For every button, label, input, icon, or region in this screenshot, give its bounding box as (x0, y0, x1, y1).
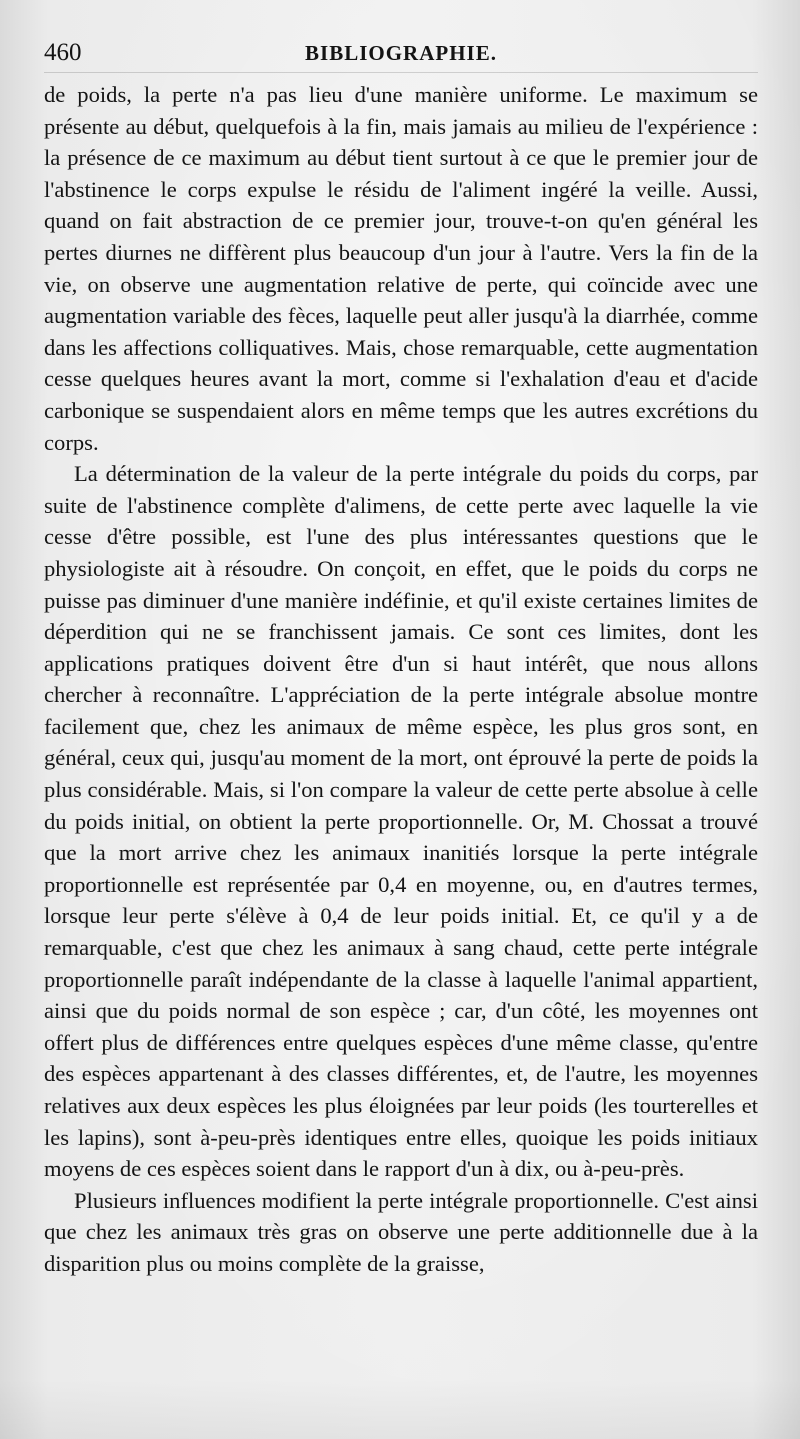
paragraph-1: de poids, la perte n'a pas lieu d'une manière uniforme. Le maximum se présente au début, quelquefois à la fin, mais jamais au milieu de l'expérience : la présence de ce maximum au début tient surtout à ce que le premier jour de l'abstinence le corps expulse le résidu de l'aliment ingéré la veille. Aussi, quand on fait abstraction de ce premier jour, trouve-t-on qu'en général les pertes diurnes ne diffèrent plus beaucoup d'un jour à l'autre. Vers la fin de la vie, on observe une augmentation relative de perte, qui coïncide avec une augmentation variable des fèces, laquelle peut aller jusqu'à la diarrhée, comme dans les affections colliquatives. Mais, chose remarquable, cette augmentation cesse quelques heures avant la mort, comme si l'exhalation d'eau et d'acide carbonique se suspendaient alors en même temps que les autres excrétions du corps. (44, 82, 758, 455)
paragraph-3: Plusieurs influences modifient la perte intégrale proportionnelle. C'est ainsi que chez les animaux très gras on observe une perte additionnelle due à la disparition plus ou moins complète de la graisse, (44, 1187, 758, 1276)
paragraph-2: La détermination de la valeur de la perte intégrale du poids du corps, par suite de l'abstinence complète d'alimens, de cette perte avec laquelle la vie cesse d'être possible, est l'une des plus intéressantes questions que le physiologiste ait à résoudre. On conçoit, en effet, que le poids du corps ne puisse pas diminuer d'une manière indéfinie, et qu'il existe certaines limites de déperdition qui ne se franchissent jamais. Ce sont ces limites, dont les applications pratiques doivent être d'un si haut intérêt, que nous allons chercher à reconnaître. L'appréciation de la perte intégrale absolue montre facilement que, chez les animaux de même espèce, les plus gros sont, en général, ceux qui, jusqu'au moment de la mort, ont éprouvé la perte de poids la plus considérable. Mais, si l'on compare la valeur de cette perte absolue à celle du poids initial, on obtient la perte proportionnelle. Or, M. Chossat a trouvé que la mort arrive chez les animaux inanitiés lorsque la perte intégrale proportionnelle est représentée par 0,4 en moyenne, ou, en d'autres termes, lorsque leur perte s'élève à 0,4 de leur poids initial. Et, ce qu'il y a de remarquable, c'est que chez les animaux à sang chaud, cette perte intégrale proportionnelle paraît indépendante de la classe à laquelle l'animal appartient, ainsi que du poids normal de son espèce ; car, d'un côté, les moyennes ont offert plus de différences entre quelques espèces d'une même classe, qu'entre des espèces appartenant à des classes différentes, et, de l'autre, les moyennes relatives aux deux espèces les plus éloignées par leur poids (les tourterelles et les lapins), sont à-peu-près identiques entre elles, quoique les poids initiaux moyens de ces espèces soient dans le rapport d'un à dix, ou à-peu-près. (44, 461, 758, 1182)
page-header (44, 38, 758, 73)
running-head: BIBLIOGRAPHIE. (305, 41, 497, 65)
body-text (44, 79, 758, 1280)
page-number: 460 (44, 39, 82, 66)
